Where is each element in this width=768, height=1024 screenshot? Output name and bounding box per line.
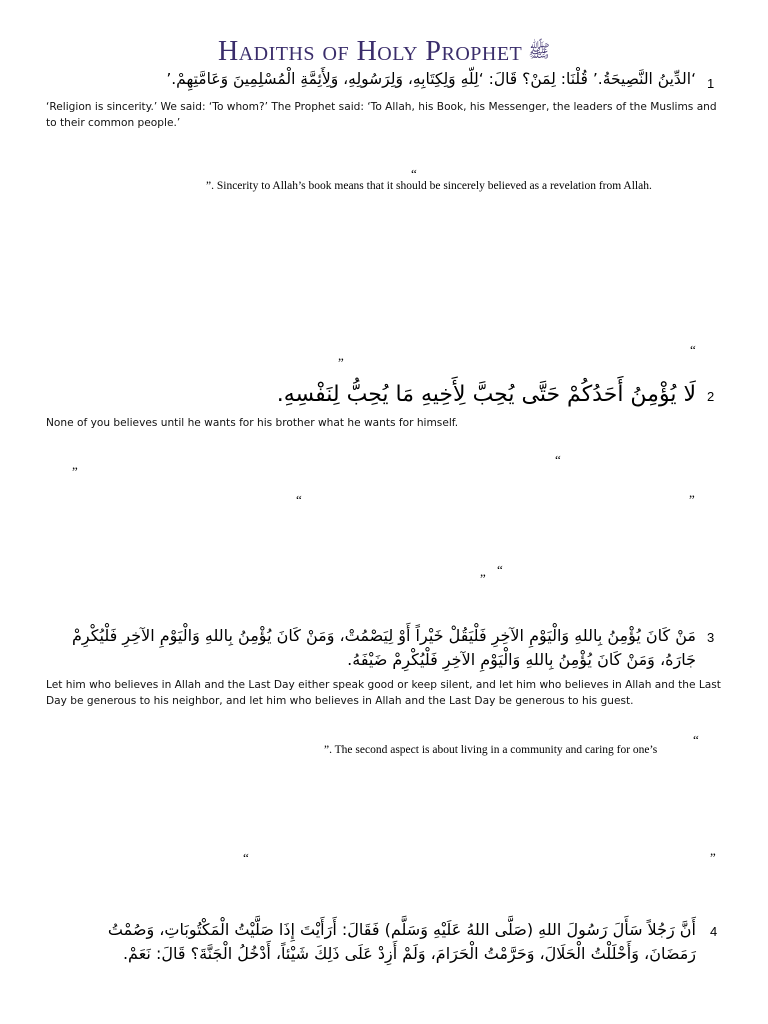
hadith-1-arabic: ‘الدِّينُ النَّصِيحَةُ.’ قُلْنَا: لِمَنْ؟ قَالَ: ‘لِلّهِ وَلِكِتَابِهِ، وَلِرَسُولِهِ، وَلِأَئِمَّةِ الْمُسْلِمِينَ وَعَامَّتِهِمْ.’ xyxy=(166,70,696,88)
hadith-2-mark-5: “ xyxy=(497,562,503,577)
hadith-3-note: ”. The second aspect is about living in a community and caring for one’s xyxy=(324,744,658,756)
hadith-4-arabic: أَنَّ رَجُلاً سَأَلَ رَسُولَ اللهِ (صَلَّى اللهُ عَلَيْهِ وَسَلَّم) فَقَالَ: أَرَأَيْتَ إِذَا صَلَّيْتُ الْمَكْتُوبَاتِ، وَصُمْتُ رَمَضَانَ، وَأَحْلَلْتُ الْحَلَالَ، وَحَرَّمْتُ الْحَرَامَ، وَلَمْ أَزِدْ عَلَى ذَلِكَ شَيْئاً، أَدْخُلُ الْجَنَّةَ؟ قَالَ: نَعَمْ. xyxy=(107,920,696,963)
pbuh-symbol: ﷺ xyxy=(528,41,551,61)
hadith-1-note-open-quote: “ xyxy=(411,166,417,181)
hadith-2-mark-4: ” xyxy=(689,492,695,507)
hadith-2-mark-6: ” xyxy=(480,571,486,586)
page-title xyxy=(0,36,768,68)
hadith-3-note-open-quote: “ xyxy=(693,732,699,747)
hadith-4-number: 4 xyxy=(710,924,718,939)
hadith-3-arabic: مَنْ كَانَ يُؤْمِنُ بِاللهِ وَالْيَوْمِ الآخِرِ فَلْيَقُلْ خَيْراً أَوْ لِيَصْمُتْ، وَمَنْ كَانَ يُؤْمِنُ بِاللهِ وَالْيَوْمِ الآخِرِ فَلْيُكْرِمْ جَارَهُ، وَمَنْ كَانَ يُؤْمِنُ بِاللهِ وَالْيَوْمِ الآخِرِ فَلْيُكْرِمْ ضَيْفَهُ. xyxy=(71,626,696,669)
hadith-2-mark-2: ” xyxy=(72,464,78,479)
hadith-1-mark-open: “ xyxy=(690,342,696,357)
hadith-1-mark-close: ” xyxy=(338,355,344,370)
hadith-3-number: 3 xyxy=(707,630,715,645)
hadith-1-number: 1 xyxy=(707,76,715,91)
hadith-1-note: ”. Sincerity to Allah’s book means that it should be sincerely believed as a revelation from Allah. xyxy=(206,180,652,192)
hadith-2-number: 2 xyxy=(707,389,715,404)
hadith-2-mark-3: “ xyxy=(296,492,302,507)
hadith-3-mark-close: ” xyxy=(710,850,716,865)
hadith-2-arabic: لَا يُؤْمِنُ أَحَدُكُمْ حَتَّى يُحِبَّ لِأَخِيهِ مَا يُحِبُّ لِنَفْسِهِ. xyxy=(276,382,696,407)
hadith-3-mark-open: “ xyxy=(243,850,249,865)
page-title-text: Hadiths of Holy Prophet xyxy=(217,36,523,67)
hadith-3-translation: Let him who believes in Allah and the Last Day either speak good or keep silent, and let him who believes in Allah and the Last Day be generous to his neighbor, and let him who believes in Allah and the Last Day be generous to his guest. xyxy=(46,679,721,707)
hadith-2-translation: None of you believes until he wants for his brother what he wants for himself. xyxy=(46,417,459,429)
hadith-2-mark-1: “ xyxy=(555,452,561,467)
hadith-1-translation: ‘Religion is sincerity.’ We said: ‘To whom?’ The Prophet said: ‘To Allah, his Book, his Messenger, the leaders of the Muslims and to their common people.’ xyxy=(46,101,717,129)
